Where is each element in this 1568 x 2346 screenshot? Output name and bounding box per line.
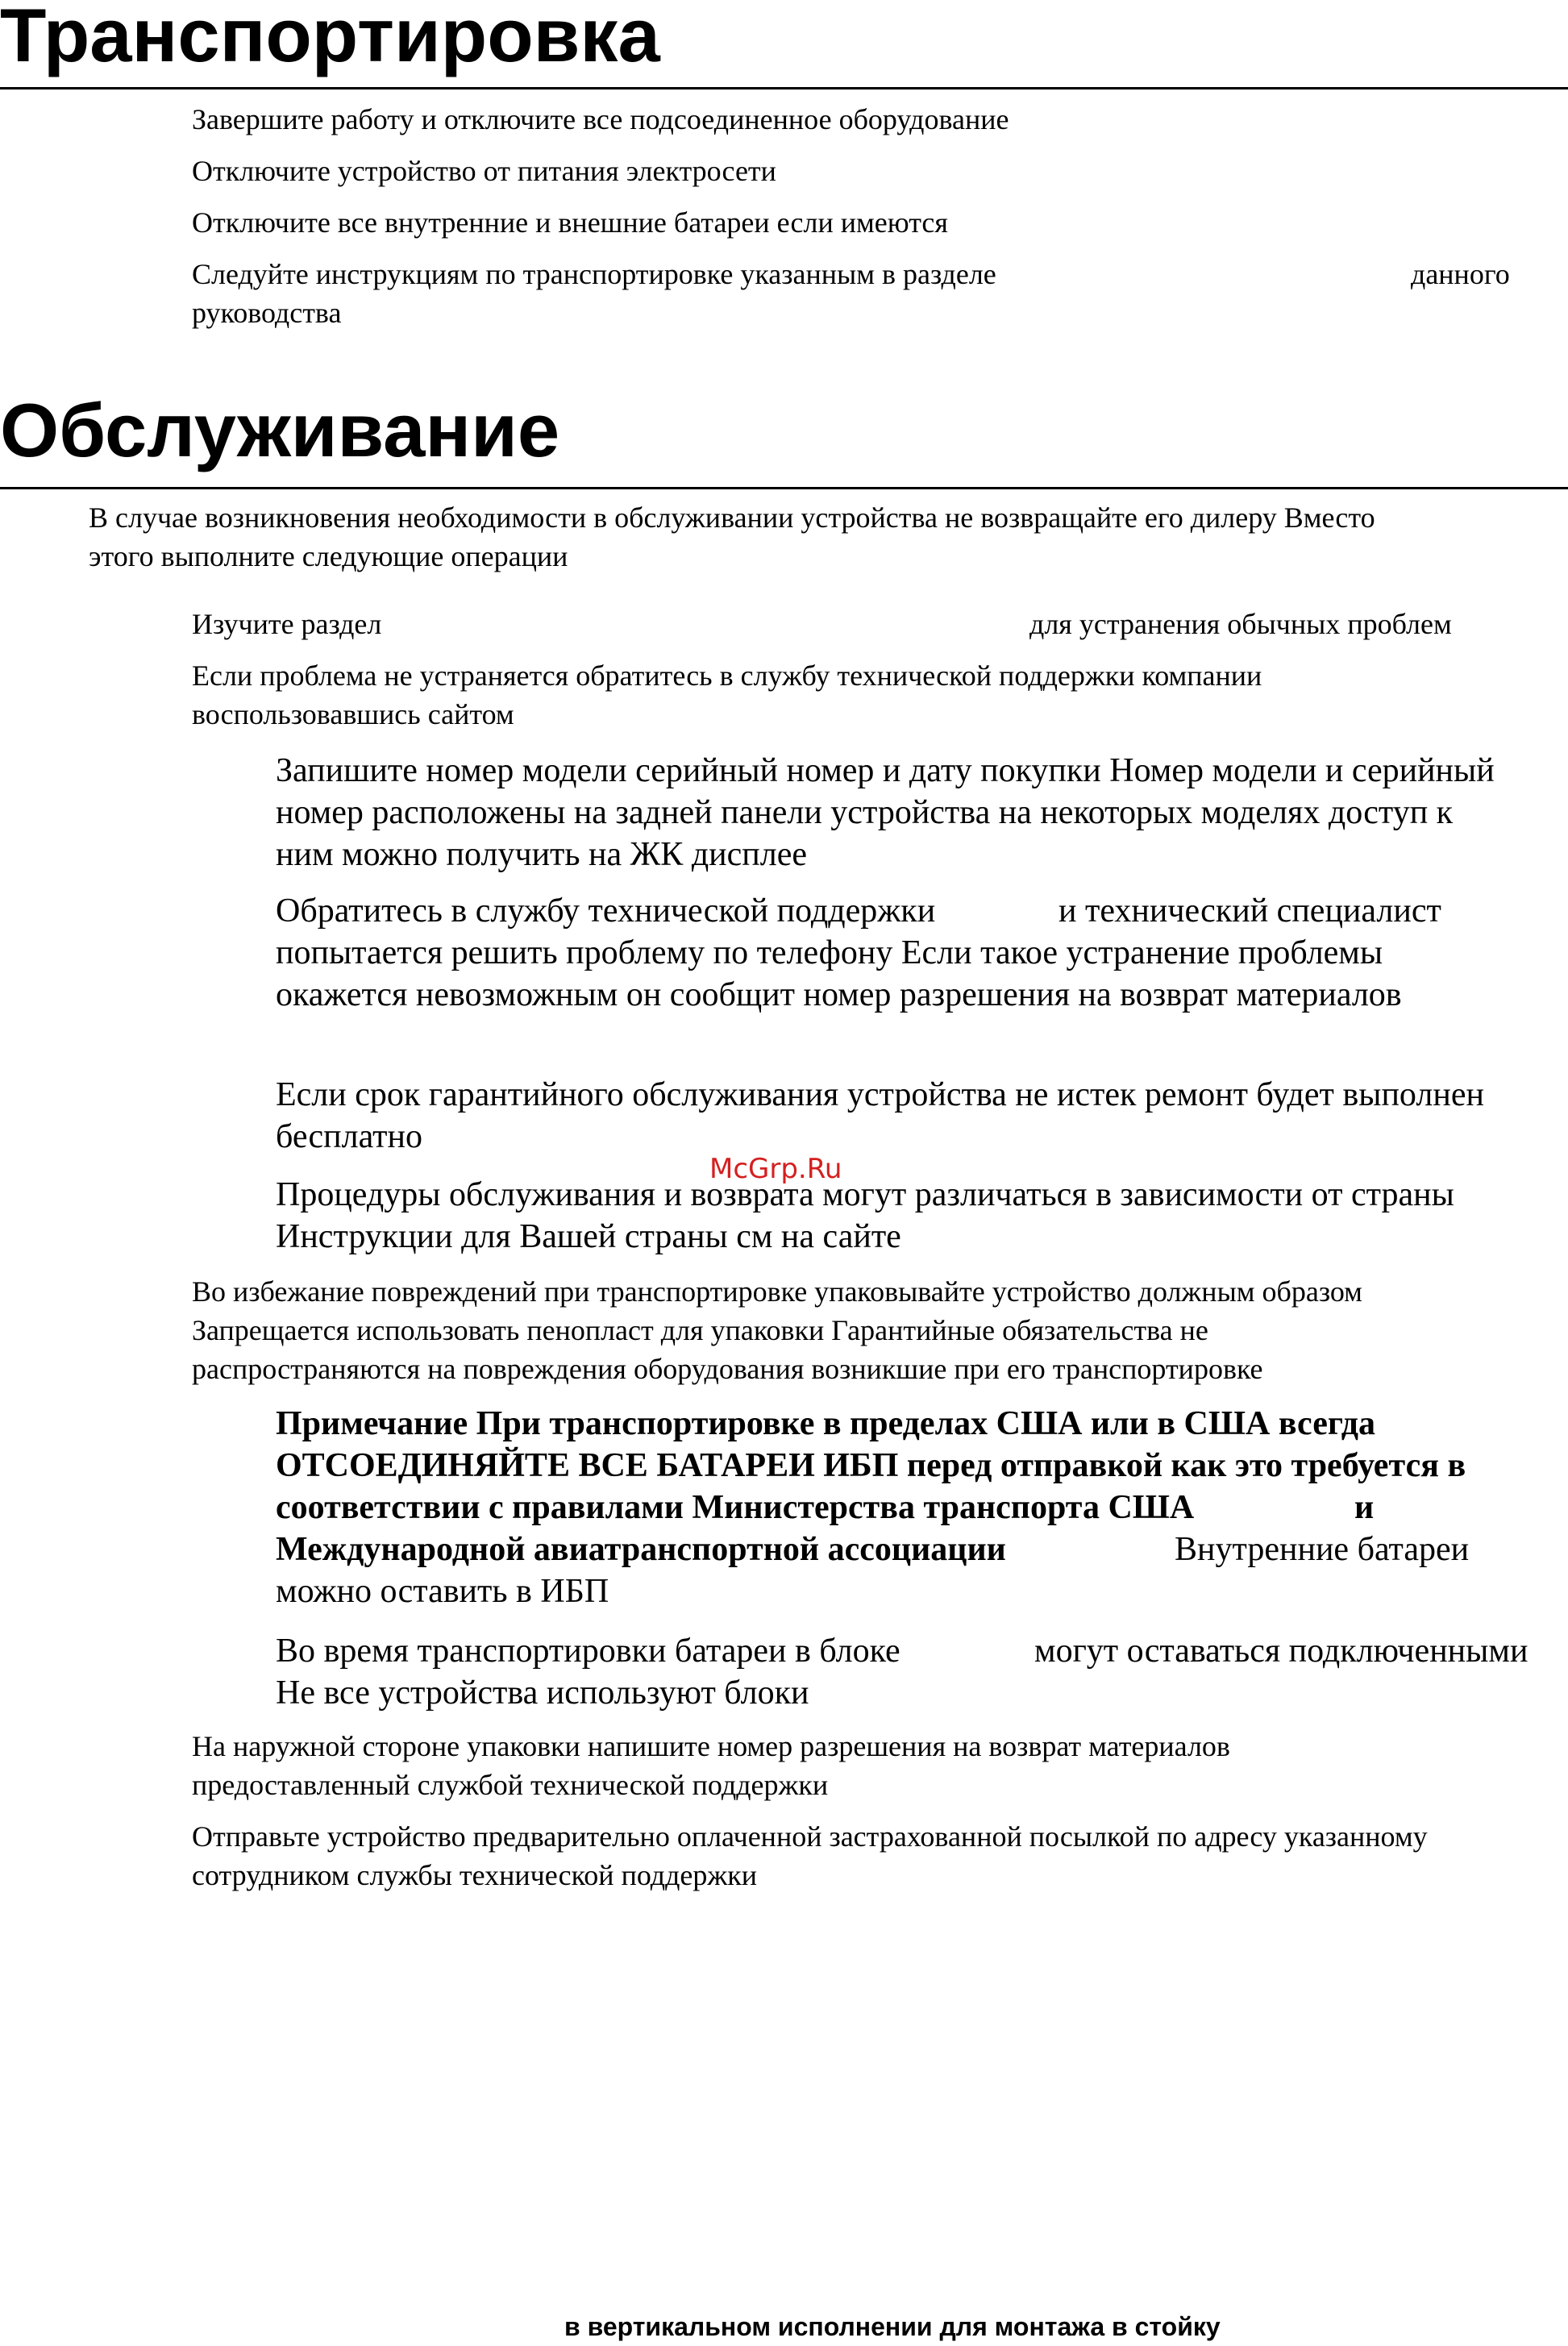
service-step-1: Изучите раздел — [192, 608, 382, 640]
service-step-1-tail: для устранения обычных проблем — [1029, 608, 1452, 640]
shipping-note-line: можно оставить в ИБП — [276, 1573, 609, 1610]
service-step-2: Если проблема не устраняется обратитесь в службу технической поддержки компании — [192, 659, 1262, 692]
service-intro-line: В случае возникновения необходимости в обслуживании устройства не возвращайте его дилеру Вместо — [89, 501, 1375, 534]
watermark-text: McGrp.Ru — [709, 1153, 842, 1185]
shipping-note-line: Международной авиатранспортной ассоциации — [276, 1531, 1006, 1568]
service-substep-2-tail: и технический специалист — [1059, 892, 1441, 930]
service-packing-line: распространяются на повреждения оборудования возникшие при его транспортировке — [192, 1353, 1263, 1385]
service-substep-2-line: окажется невозможным он сообщит номер разрешения на возврат материалов — [276, 976, 1402, 1013]
transport-step: Отключите устройство от питания электросети — [192, 155, 776, 187]
shipping-note-line-tail: и — [1354, 1489, 1375, 1526]
transport-step: Завершите работу и отключите все подсоединенное оборудование — [192, 103, 1009, 135]
shipping-note-line: ОТСОЕДИНЯЙТЕ ВСЕ БАТАРЕИ ИБП перед отправкой как это требуется в — [276, 1447, 1466, 1484]
service-substep-4-line: Инструкции для Вашей страны см на сайте — [276, 1218, 901, 1255]
service-substep-2-line: попытается решить проблему по телефону Если такое устранение проблемы — [276, 934, 1383, 971]
service-packing-line: Во избежание повреждений при транспортировке упаковывайте устройство должным образом — [192, 1275, 1362, 1308]
section-title-transport: Транспортировка — [0, 0, 660, 77]
service-packing-line: Запрещается использовать пенопласт для упаковки Гарантийные обязательства не — [192, 1314, 1208, 1346]
section-rule — [0, 87, 1568, 89]
transport-step-tail: данного — [1411, 258, 1510, 290]
service-label-line: На наружной стороне упаковки напишите номер разрешения на возврат материалов — [192, 1730, 1230, 1762]
service-ship-line: сотрудником службы технической поддержки — [192, 1859, 758, 1891]
service-substep-3: Если срок гарантийного обслуживания устройства не истек ремонт будет выполнен — [276, 1076, 1484, 1113]
service-step-2-continuation: воспользовавшись сайтом — [192, 698, 514, 730]
service-substep-2: Обратитесь в службу технической поддержки — [276, 892, 936, 930]
shipping-note-line: Примечание При транспортировке в пределах США или в США всегда — [276, 1405, 1376, 1442]
transport-step-continuation: руководства — [192, 297, 342, 329]
service-substep-5: Во время транспортировки батареи в блоке — [276, 1633, 900, 1670]
service-label-line: предоставленный службой технической поддержки — [192, 1769, 829, 1801]
shipping-note-line: соответствии с правилами Министерства транспорта США — [276, 1489, 1195, 1526]
section-rule — [0, 487, 1568, 489]
page-footer: в вертикальном исполнении для монтажа в стойку — [564, 2312, 1221, 2341]
service-substep-5-tail: могут оставаться подключенными — [1034, 1633, 1528, 1670]
shipping-note-line-tail: Внутренние батареи — [1175, 1531, 1470, 1568]
transport-step: Следуйте инструкциям по транспортировке указанным в разделе — [192, 258, 996, 290]
service-substep-4: Процедуры обслуживания и возврата могут различаться в зависимости от страны — [276, 1176, 1454, 1213]
transport-step: Отключите все внутренние и внешние батареи если имеются — [192, 206, 948, 239]
service-ship-line: Отправьте устройство предварительно оплаченной застрахованной посылкой по адресу указанному — [192, 1820, 1428, 1853]
service-substep-5-line: Не все устройства используют блоки — [276, 1674, 809, 1712]
service-substep-3-line: бесплатно — [276, 1118, 422, 1155]
section-title-service: Обслуживание — [0, 388, 560, 472]
service-intro-line: этого выполните следующие операции — [89, 540, 568, 572]
service-substep-1: Запишите номер модели серийный номер и дату покупки Номер модели и серийный — [276, 752, 1495, 789]
service-substep-1-line: номер расположены на задней панели устройства на некоторых моделях доступ к — [276, 794, 1454, 831]
service-substep-1-line: ним можно получить на ЖК дисплее — [276, 836, 808, 873]
